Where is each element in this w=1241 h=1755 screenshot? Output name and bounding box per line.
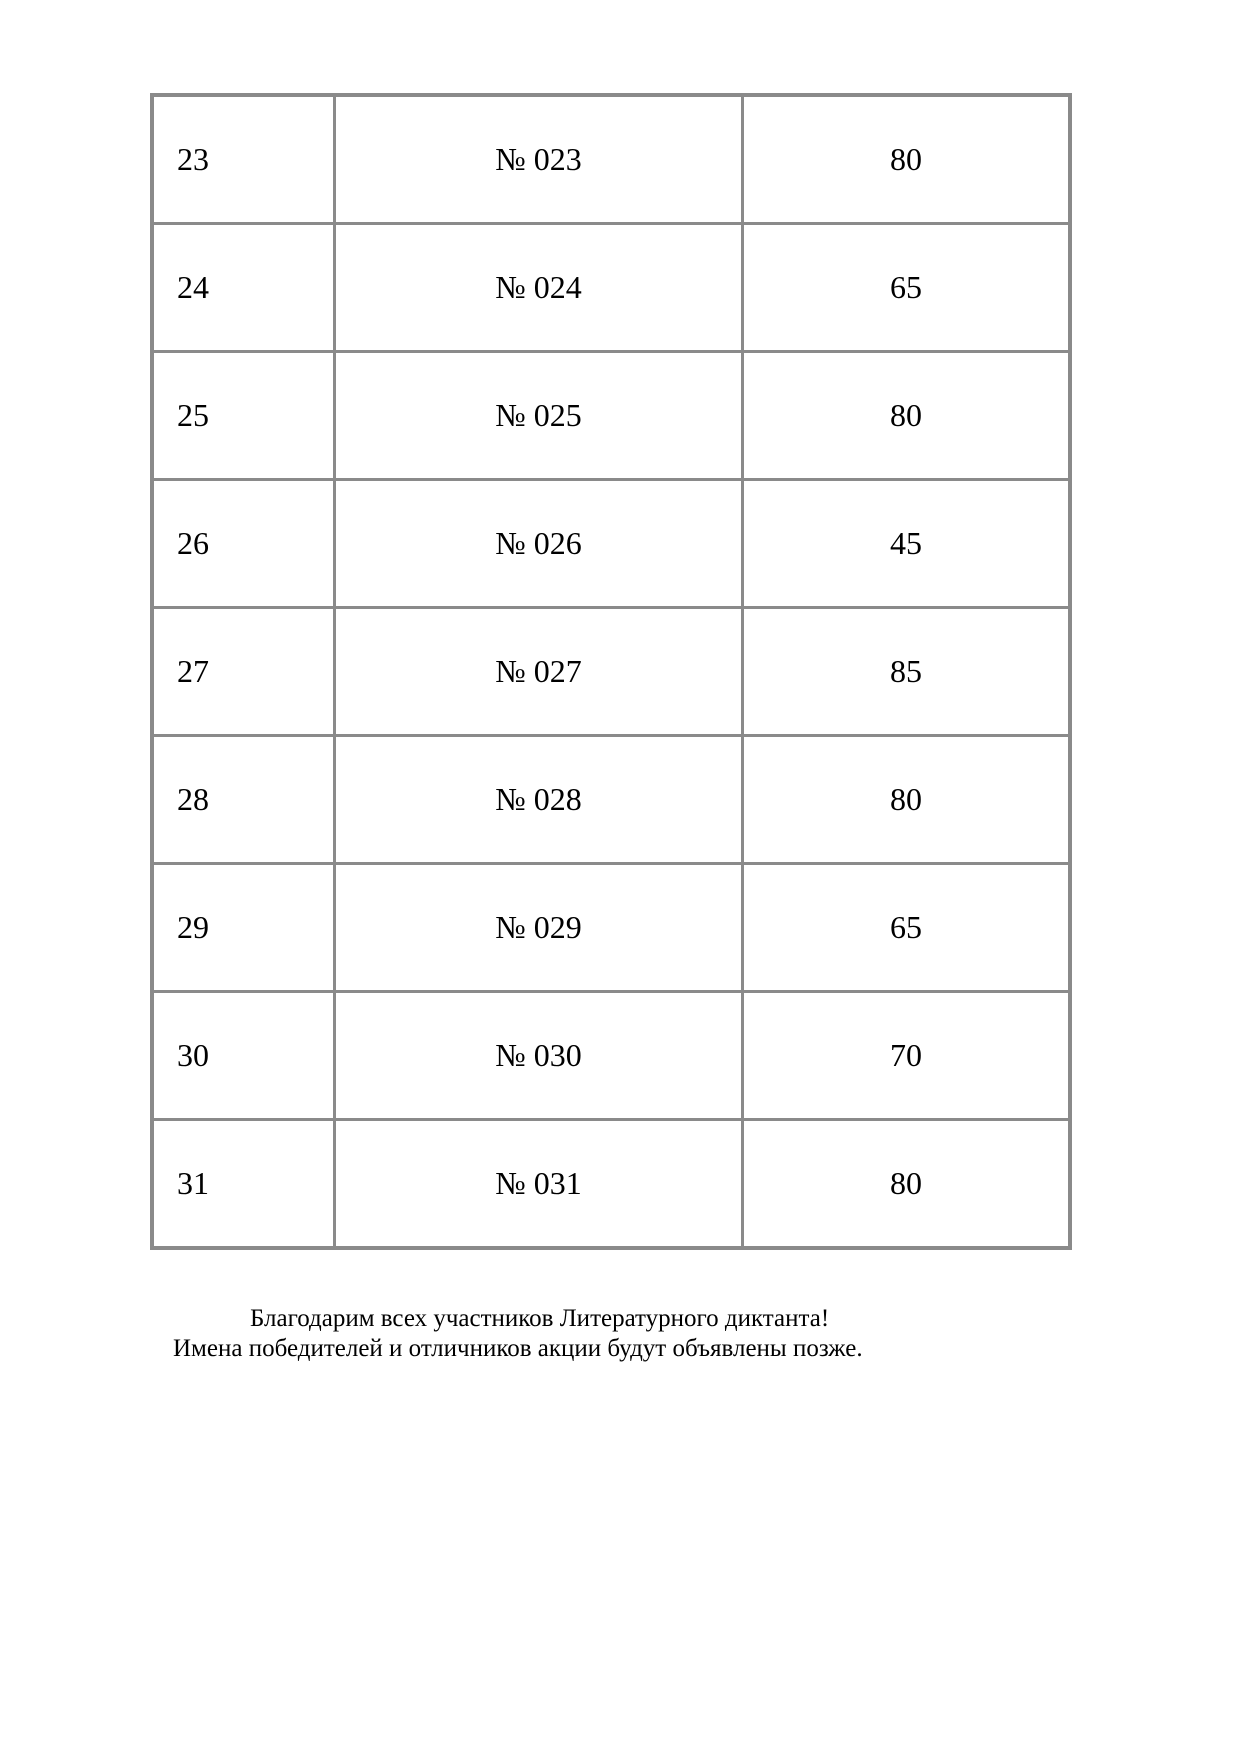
cell-score: 65: [743, 864, 1071, 992]
cell-number: 28: [152, 736, 335, 864]
cell-score: 70: [743, 992, 1071, 1120]
cell-participant-code: № 028: [335, 736, 743, 864]
cell-participant-code: № 027: [335, 608, 743, 736]
table-row: [152, 864, 1070, 992]
table-row: [152, 224, 1070, 352]
cell-number: 26: [152, 480, 335, 608]
table-row: [152, 480, 1070, 608]
results-table-body: [152, 95, 1070, 1248]
closing-paragraph: [173, 1304, 953, 1364]
cell-score: 65: [743, 224, 1071, 352]
table-row: [152, 992, 1070, 1120]
cell-participant-code: № 031: [335, 1120, 743, 1249]
cell-score: 80: [743, 352, 1071, 480]
announcement-line: Имена победителей и отличников акции будут объявлены позже.: [173, 1335, 863, 1362]
cell-number: 23: [152, 95, 335, 224]
cell-number: 30: [152, 992, 335, 1120]
cell-score: 80: [743, 1120, 1071, 1249]
table-row: [152, 352, 1070, 480]
table-row: [152, 736, 1070, 864]
cell-score: 85: [743, 608, 1071, 736]
cell-participant-code: № 026: [335, 480, 743, 608]
table-row: [152, 608, 1070, 736]
cell-number: 24: [152, 224, 335, 352]
cell-number: 31: [152, 1120, 335, 1249]
cell-number: 29: [152, 864, 335, 992]
cell-score: 45: [743, 480, 1071, 608]
thanks-line: Благодарим всех участников Литературного диктанта!: [250, 1305, 830, 1332]
cell-participant-code: № 024: [335, 224, 743, 352]
cell-score: 80: [743, 95, 1071, 224]
table-row: [152, 95, 1070, 224]
cell-number: 27: [152, 608, 335, 736]
cell-participant-code: № 025: [335, 352, 743, 480]
cell-score: 80: [743, 736, 1071, 864]
cell-participant-code: № 023: [335, 95, 743, 224]
results-table: [150, 93, 1072, 1250]
cell-number: 25: [152, 352, 335, 480]
cell-participant-code: № 029: [335, 864, 743, 992]
cell-participant-code: № 030: [335, 992, 743, 1120]
table-row: [152, 1120, 1070, 1249]
